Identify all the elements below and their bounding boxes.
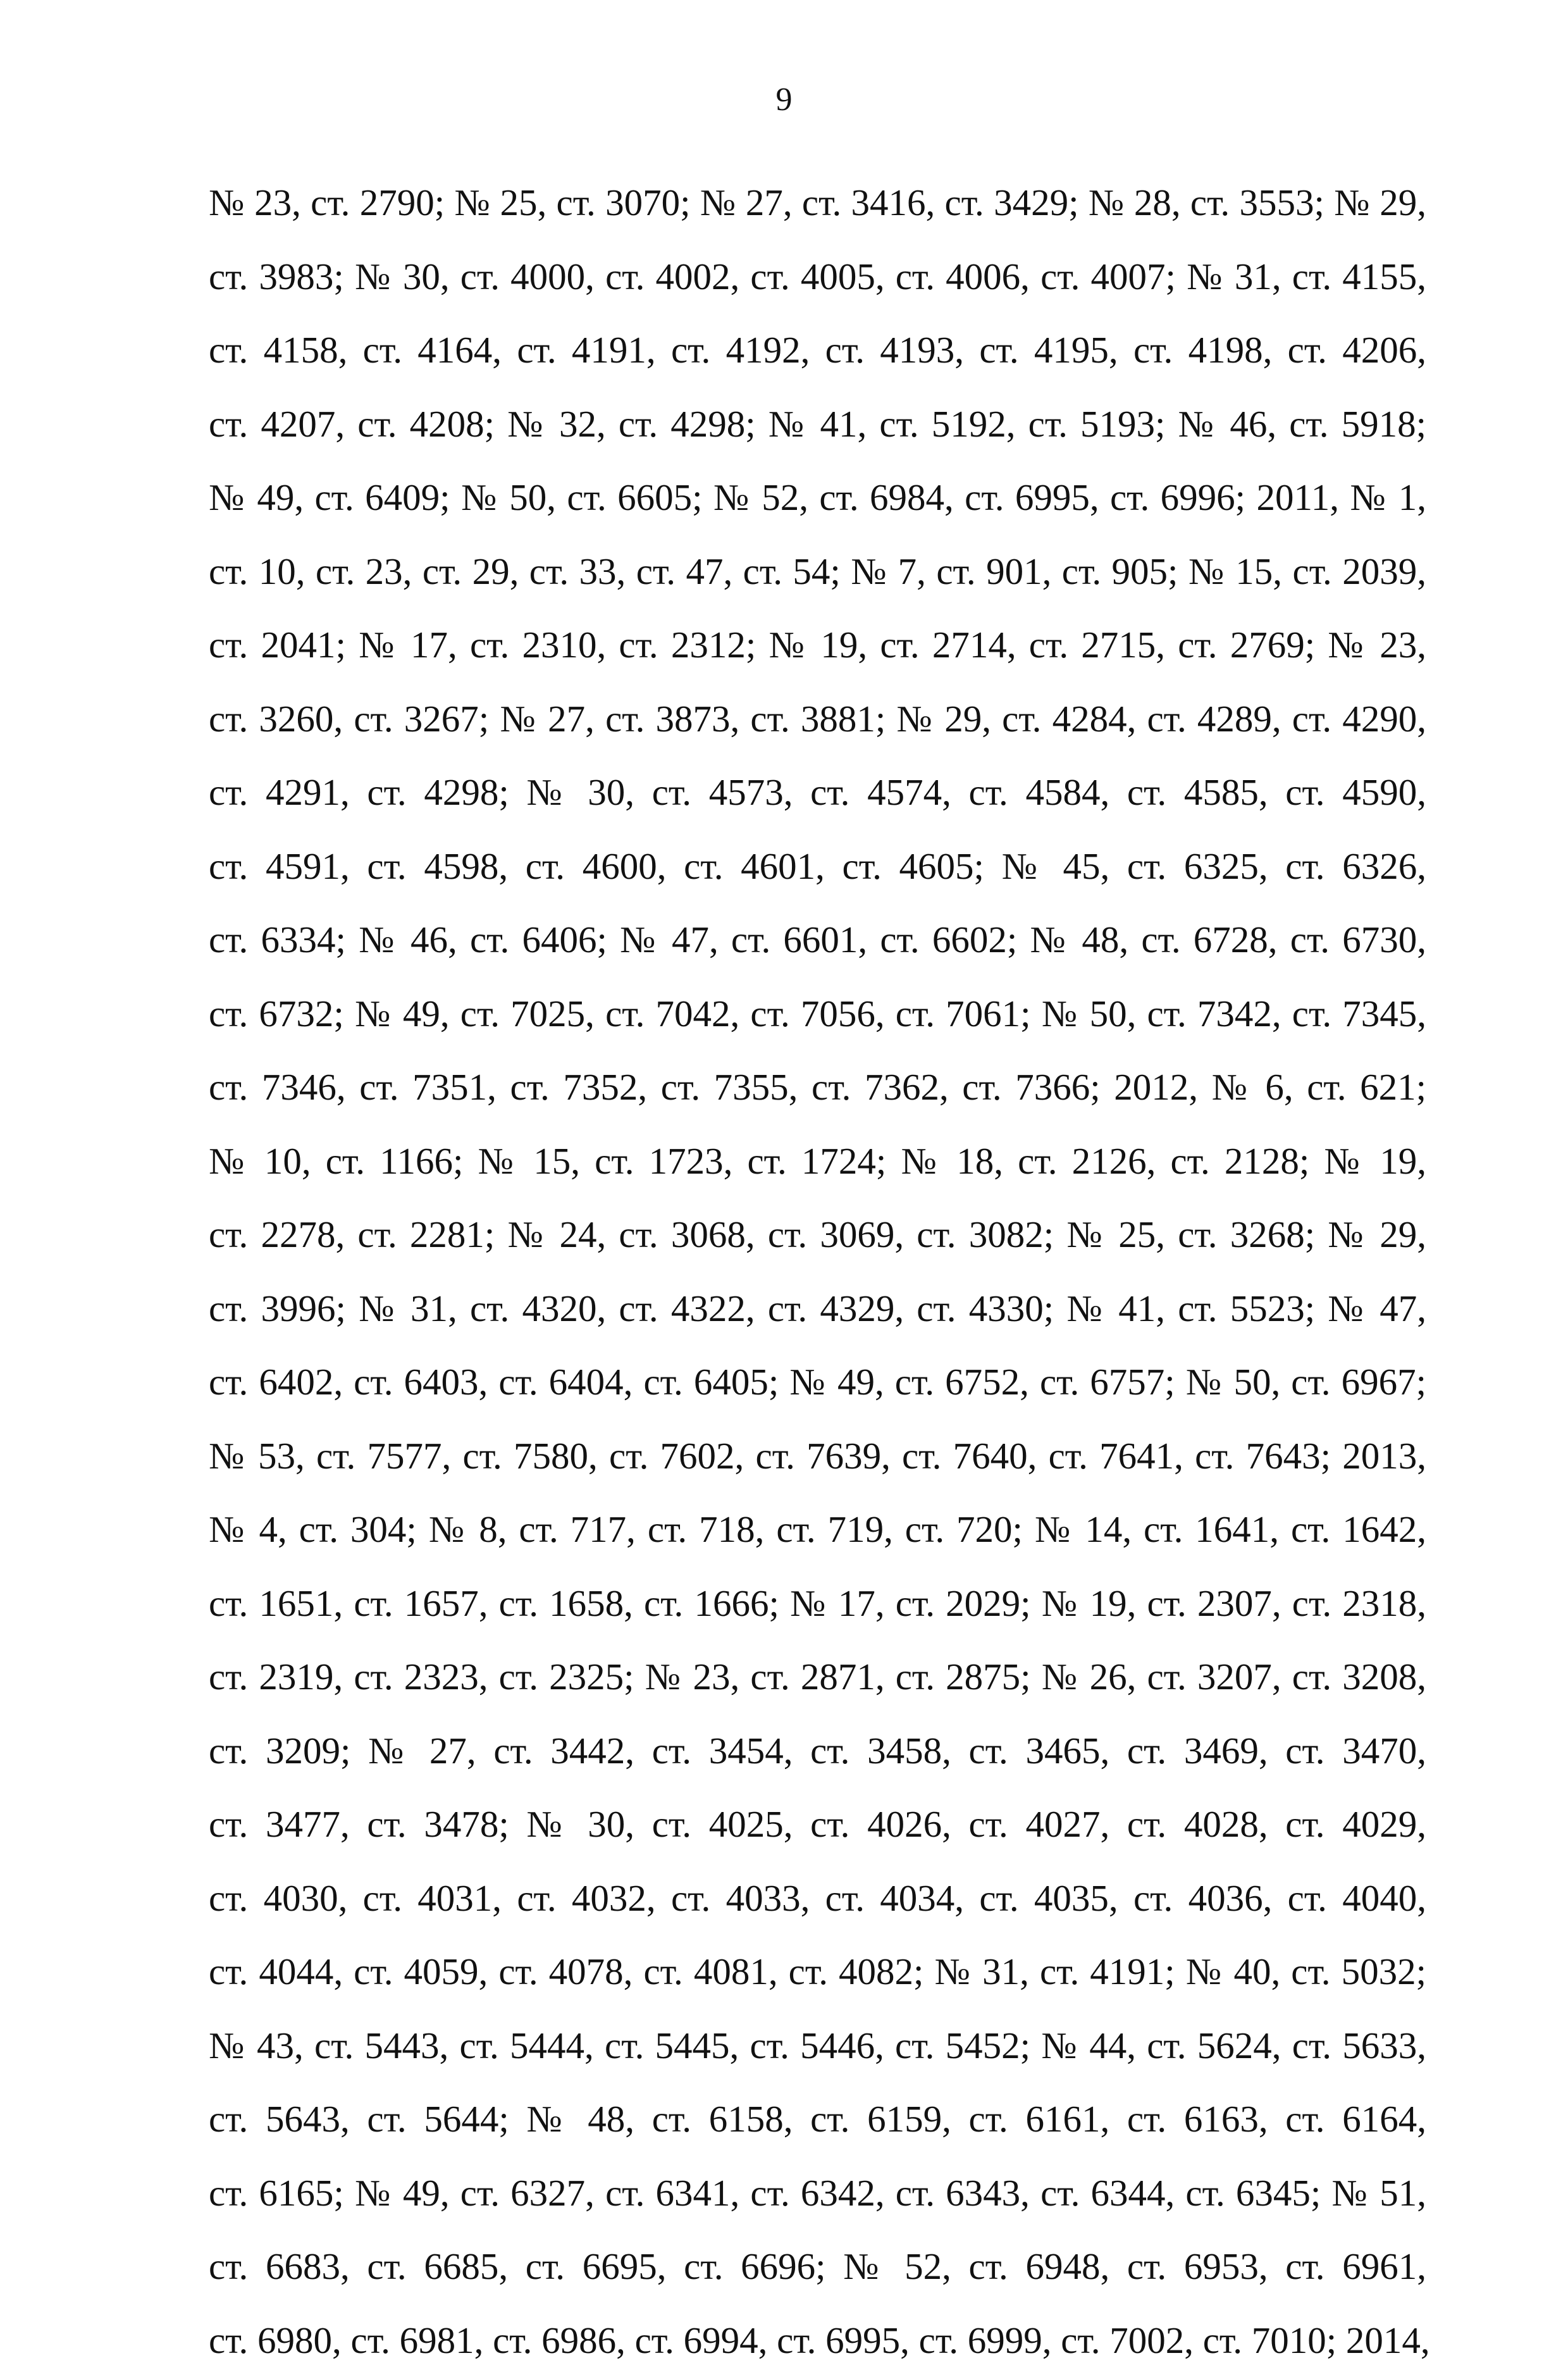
text-line: ст. 3983; № 30, ст. 4000, ст. 4002, ст. 4005, ст. 4006, ст. 4007; № 31, ст. 4155, <box>209 240 1426 314</box>
body-text <box>209 166 1426 2377</box>
text-line: ст. 2319, ст. 2323, ст. 2325; № 23, ст. 2871, ст. 2875; № 26, ст. 3207, ст. 3208, <box>209 1640 1426 1714</box>
text-line: ст. 3996; № 31, ст. 4320, ст. 4322, ст. 4329, ст. 4330; № 41, ст. 5523; № 47, <box>209 1272 1426 1346</box>
text-line: ст. 3260, ст. 3267; № 27, ст. 3873, ст. 3881; № 29, ст. 4284, ст. 4289, ст. 4290, <box>209 682 1426 756</box>
text-line: ст. 6165; № 49, ст. 6327, ст. 6341, ст. 6342, ст. 6343, ст. 6344, ст. 6345; № 51, <box>209 2156 1426 2230</box>
text-line: ст. 1651, ст. 1657, ст. 1658, ст. 1666; № 17, ст. 2029; № 19, ст. 2307, ст. 2318, <box>209 1567 1426 1641</box>
text-line: ст. 4207, ст. 4208; № 32, ст. 4298; № 41, ст. 5192, ст. 5193; № 46, ст. 5918; <box>209 387 1426 461</box>
text-line: ст. 4291, ст. 4298; № 30, ст. 4573, ст. 4574, ст. 4584, ст. 4585, ст. 4590, <box>209 755 1426 829</box>
text-line: № 10, ст. 1166; № 15, ст. 1723, ст. 1724; № 18, ст. 2126, ст. 2128; № 19, <box>209 1124 1426 1198</box>
text-line: № 53, ст. 7577, ст. 7580, ст. 7602, ст. 7639, ст. 7640, ст. 7641, ст. 7643; 2013, <box>209 1419 1426 1493</box>
text-line: № 23, ст. 2790; № 25, ст. 3070; № 27, ст. 3416, ст. 3429; № 28, ст. 3553; № 29, <box>209 166 1426 240</box>
text-line: ст. 10, ст. 23, ст. 29, ст. 33, ст. 47, ст. 54; № 7, ст. 901, ст. 905; № 15, ст. 2039, <box>209 535 1426 609</box>
text-line: ст. 6980, ст. 6981, ст. 6986, ст. 6994, ст. 6995, ст. 6999, ст. 7002, ст. 7010; 2014, <box>209 2304 1426 2377</box>
text-line: ст. 4030, ст. 4031, ст. 4032, ст. 4033, ст. 4034, ст. 4035, ст. 4036, ст. 4040, <box>209 1861 1426 1935</box>
page-number: 9 <box>0 81 1568 119</box>
text-line: № 43, ст. 5443, ст. 5444, ст. 5445, ст. 5446, ст. 5452; № 44, ст. 5624, ст. 5633, <box>209 2009 1426 2083</box>
text-line: ст. 6402, ст. 6403, ст. 6404, ст. 6405; № 49, ст. 6752, ст. 6757; № 50, ст. 6967; <box>209 1345 1426 1419</box>
text-line: ст. 6683, ст. 6685, ст. 6695, ст. 6696; № 52, ст. 6948, ст. 6953, ст. 6961, <box>209 2230 1426 2304</box>
text-line: ст. 4591, ст. 4598, ст. 4600, ст. 4601, ст. 4605; № 45, ст. 6325, ст. 6326, <box>209 829 1426 903</box>
text-line: ст. 4158, ст. 4164, ст. 4191, ст. 4192, ст. 4193, ст. 4195, ст. 4198, ст. 4206, <box>209 313 1426 387</box>
text-line: ст. 5643, ст. 5644; № 48, ст. 6158, ст. 6159, ст. 6161, ст. 6163, ст. 6164, <box>209 2082 1426 2156</box>
text-line: ст. 4044, ст. 4059, ст. 4078, ст. 4081, ст. 4082; № 31, ст. 4191; № 40, ст. 5032; <box>209 1935 1426 2009</box>
text-line: № 49, ст. 6409; № 50, ст. 6605; № 52, ст. 6984, ст. 6995, ст. 6996; 2011, № 1, <box>209 461 1426 535</box>
text-line: ст. 3477, ст. 3478; № 30, ст. 4025, ст. 4026, ст. 4027, ст. 4028, ст. 4029, <box>209 1787 1426 1861</box>
text-line: ст. 3209; № 27, ст. 3442, ст. 3454, ст. 3458, ст. 3465, ст. 3469, ст. 3470, <box>209 1714 1426 1788</box>
text-line: ст. 7346, ст. 7351, ст. 7352, ст. 7355, ст. 7362, ст. 7366; 2012, № 6, ст. 621; <box>209 1050 1426 1124</box>
text-line: ст. 2041; № 17, ст. 2310, ст. 2312; № 19, ст. 2714, ст. 2715, ст. 2769; № 23, <box>209 608 1426 682</box>
text-line: № 4, ст. 304; № 8, ст. 717, ст. 718, ст. 719, ст. 720; № 14, ст. 1641, ст. 1642, <box>209 1493 1426 1567</box>
text-line: ст. 2278, ст. 2281; № 24, ст. 3068, ст. 3069, ст. 3082; № 25, ст. 3268; № 29, <box>209 1198 1426 1272</box>
text-line: ст. 6732; № 49, ст. 7025, ст. 7042, ст. 7056, ст. 7061; № 50, ст. 7342, ст. 7345, <box>209 977 1426 1051</box>
text-line: ст. 6334; № 46, ст. 6406; № 47, ст. 6601, ст. 6602; № 48, ст. 6728, ст. 6730, <box>209 903 1426 977</box>
